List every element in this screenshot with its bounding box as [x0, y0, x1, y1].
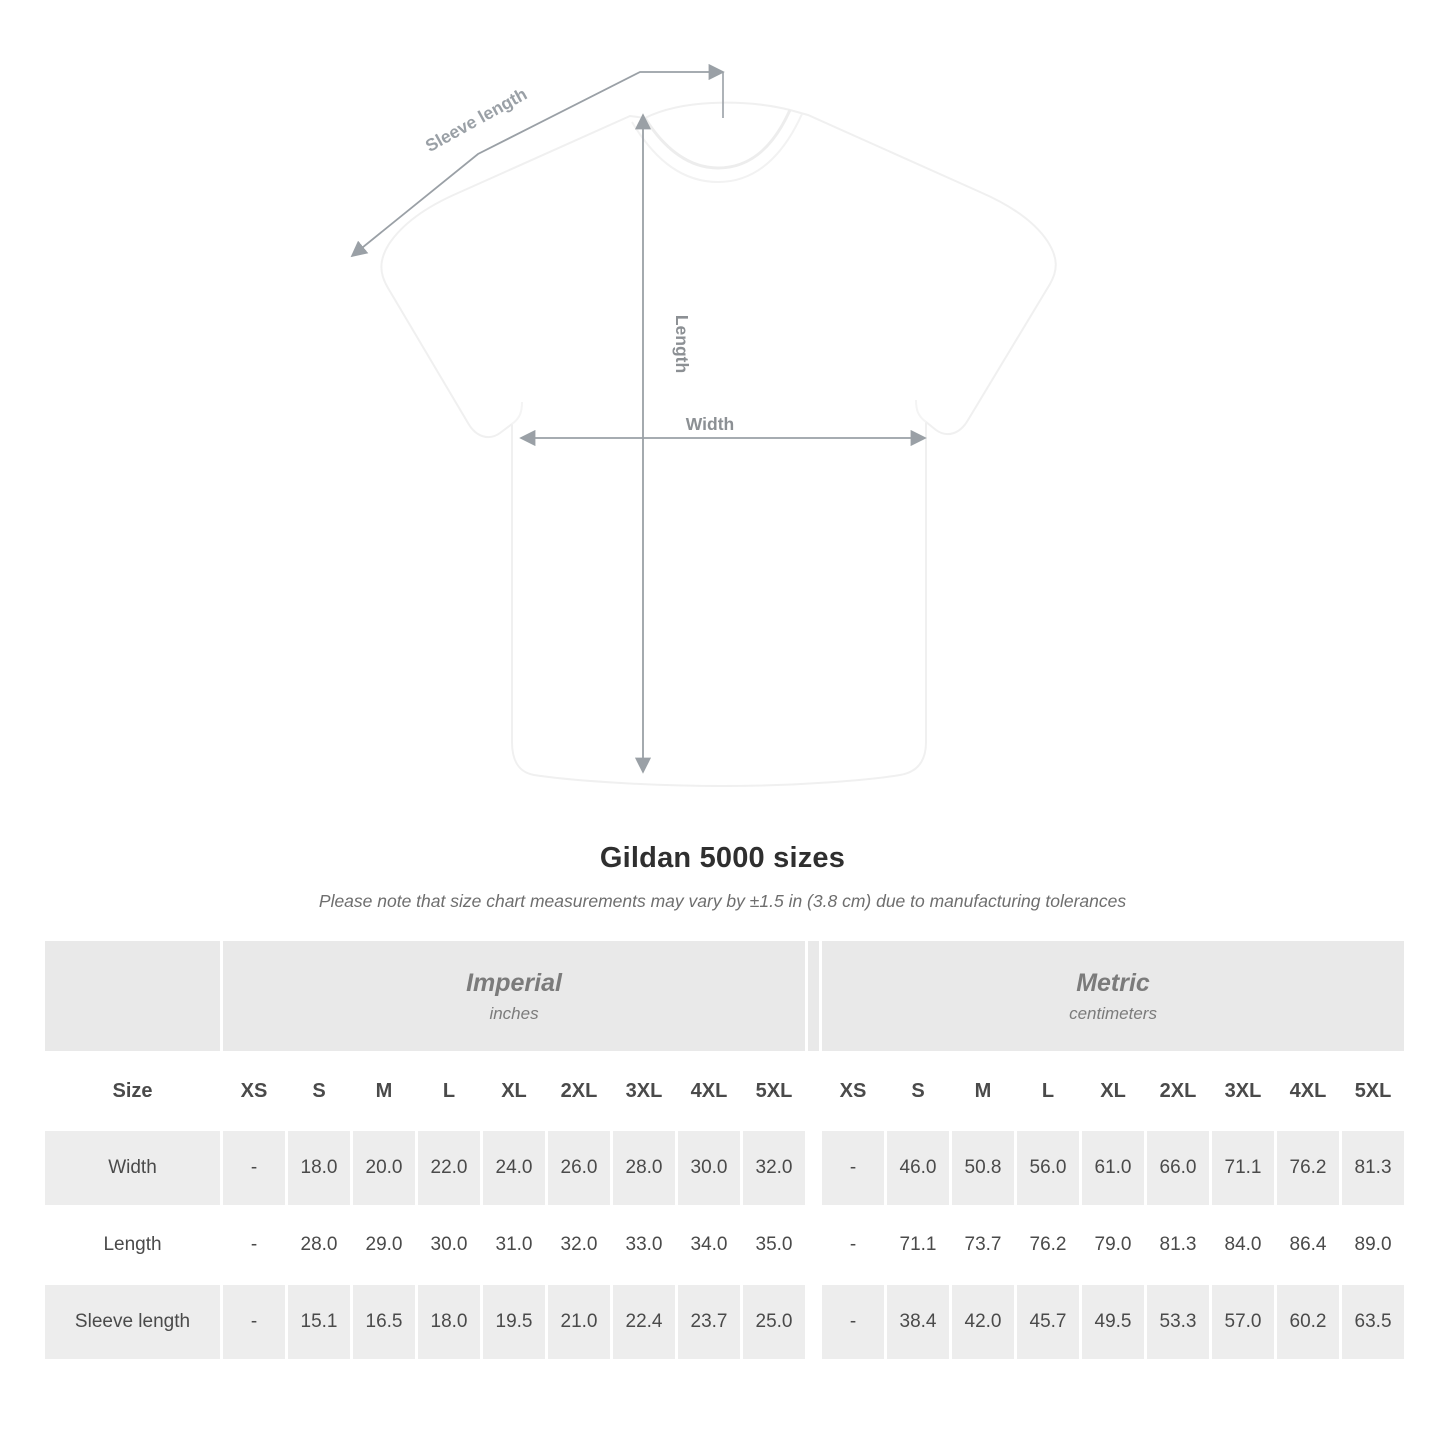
- width-gap: [807, 1130, 821, 1207]
- size-header-imperial-s: S: [287, 1053, 352, 1130]
- size-header-metric-4xl: 4XL: [1276, 1053, 1341, 1130]
- width-imperial-xl: 24.0: [482, 1130, 547, 1207]
- size-header-imperial-2xl: 2XL: [547, 1053, 612, 1130]
- length-metric-xl: 79.0: [1081, 1207, 1146, 1284]
- sleeve-imperial-xs: -: [222, 1284, 287, 1361]
- row-label-length: Length: [44, 1207, 222, 1284]
- tshirt-shape: [381, 103, 1055, 786]
- size-header-metric-2xl: 2XL: [1146, 1053, 1211, 1130]
- sleeve-metric-xs: -: [821, 1284, 886, 1361]
- width-metric-l: 56.0: [1016, 1130, 1081, 1207]
- size-table: [42, 938, 1407, 1362]
- sleeve-metric-5xl: 63.5: [1341, 1284, 1406, 1361]
- sleeve-metric-s: 38.4: [886, 1284, 951, 1361]
- sleeve-imperial-4xl: 23.7: [677, 1284, 742, 1361]
- width-metric-xl: 61.0: [1081, 1130, 1146, 1207]
- size-header-imperial-3xl: 3XL: [612, 1053, 677, 1130]
- sleeve-imperial-m: 16.5: [352, 1284, 417, 1361]
- length-metric-5xl: 89.0: [1341, 1207, 1406, 1284]
- size-header-metric-xl: XL: [1081, 1053, 1146, 1130]
- length-metric-l: 76.2: [1016, 1207, 1081, 1284]
- sleeve-length-label: Sleeve length: [421, 83, 531, 156]
- unit-metric-sub: centimeters: [1069, 1003, 1157, 1023]
- length-metric-2xl: 81.3: [1146, 1207, 1211, 1284]
- size-header-metric-xs: XS: [821, 1053, 886, 1130]
- sleeve-metric-3xl: 57.0: [1211, 1284, 1276, 1361]
- width-metric-4xl: 76.2: [1276, 1130, 1341, 1207]
- width-label: Width: [685, 414, 735, 434]
- length-imperial-4xl: 34.0: [677, 1207, 742, 1284]
- length-imperial-xs: -: [222, 1207, 287, 1284]
- width-imperial-m: 20.0: [352, 1130, 417, 1207]
- sleeve-metric-l: 45.7: [1016, 1284, 1081, 1361]
- width-metric-m: 50.8: [951, 1130, 1016, 1207]
- size-header-imperial-m: M: [352, 1053, 417, 1130]
- tolerance-note: Please note that size chart measurements may vary by ±1.5 in (3.8 cm) due to manufacturing tolerances: [318, 891, 1127, 911]
- table-row: [44, 1284, 1406, 1361]
- unit-header-row: [44, 940, 1406, 1053]
- width-imperial-xs: -: [222, 1130, 287, 1207]
- size-header-imperial-xs: XS: [222, 1053, 287, 1130]
- unit-header-blank: [44, 940, 222, 1053]
- unit-header-imperial: [222, 940, 807, 1053]
- sleeve-imperial-2xl: 21.0: [547, 1284, 612, 1361]
- sleeve-imperial-3xl: 22.4: [612, 1284, 677, 1361]
- length-imperial-3xl: 33.0: [612, 1207, 677, 1284]
- length-metric-3xl: 84.0: [1211, 1207, 1276, 1284]
- size-header-metric-s: S: [886, 1053, 951, 1130]
- width-metric-5xl: 81.3: [1341, 1130, 1406, 1207]
- sleeve-imperial-xl: 19.5: [482, 1284, 547, 1361]
- length-label: Length: [672, 314, 692, 374]
- unit-imperial-name: Imperial: [466, 969, 562, 998]
- width-imperial-2xl: 26.0: [547, 1130, 612, 1207]
- length-metric-xs: -: [821, 1207, 886, 1284]
- width-imperial-3xl: 28.0: [612, 1130, 677, 1207]
- width-imperial-l: 22.0: [417, 1130, 482, 1207]
- sleeve-gap: [807, 1284, 821, 1361]
- table-row: [44, 1130, 1406, 1207]
- table-row: [44, 1207, 1406, 1284]
- length-metric-m: 73.7: [951, 1207, 1016, 1284]
- width-metric-xs: -: [821, 1130, 886, 1207]
- width-metric-2xl: 66.0: [1146, 1130, 1211, 1207]
- row-label-sleeve-length: Sleeve length: [44, 1284, 222, 1361]
- sleeve-imperial-s: 15.1: [287, 1284, 352, 1361]
- unit-metric-name: Metric: [1076, 969, 1150, 998]
- length-imperial-m: 29.0: [352, 1207, 417, 1284]
- length-gap: [807, 1207, 821, 1284]
- length-imperial-l: 30.0: [417, 1207, 482, 1284]
- size-header-imperial-l: L: [417, 1053, 482, 1130]
- length-metric-4xl: 86.4: [1276, 1207, 1341, 1284]
- width-imperial-5xl: 32.0: [742, 1130, 807, 1207]
- length-imperial-2xl: 32.0: [547, 1207, 612, 1284]
- size-header-metric-3xl: 3XL: [1211, 1053, 1276, 1130]
- page-title: Gildan 5000 sizes: [599, 842, 846, 874]
- sleeve-metric-2xl: 53.3: [1146, 1284, 1211, 1361]
- length-metric-s: 71.1: [886, 1207, 951, 1284]
- size-header-imperial-xl: XL: [482, 1053, 547, 1130]
- unit-header-gap: [807, 940, 821, 1053]
- sleeve-imperial-5xl: 25.0: [742, 1284, 807, 1361]
- size-header-row: [44, 1053, 1406, 1130]
- sleeve-metric-m: 42.0: [951, 1284, 1016, 1361]
- sleeve-metric-4xl: 60.2: [1276, 1284, 1341, 1361]
- width-metric-s: 46.0: [886, 1130, 951, 1207]
- length-imperial-5xl: 35.0: [742, 1207, 807, 1284]
- row-label-width: Width: [44, 1130, 222, 1207]
- width-metric-3xl: 71.1: [1211, 1130, 1276, 1207]
- width-imperial-4xl: 30.0: [677, 1130, 742, 1207]
- chart-heading: [0, 842, 1445, 912]
- length-imperial-s: 28.0: [287, 1207, 352, 1284]
- size-header-metric-m: M: [951, 1053, 1016, 1130]
- unit-imperial-sub: inches: [489, 1003, 539, 1023]
- width-imperial-s: 18.0: [287, 1130, 352, 1207]
- size-header-imperial-5xl: 5XL: [742, 1053, 807, 1130]
- length-imperial-xl: 31.0: [482, 1207, 547, 1284]
- sleeve-imperial-l: 18.0: [417, 1284, 482, 1361]
- size-table-wrap: [42, 938, 1403, 1362]
- size-header-label: Size: [44, 1053, 222, 1130]
- sleeve-metric-xl: 49.5: [1081, 1284, 1146, 1361]
- size-header-gap: [807, 1053, 821, 1130]
- size-header-imperial-4xl: 4XL: [677, 1053, 742, 1130]
- unit-header-metric: [821, 940, 1406, 1053]
- size-header-metric-5xl: 5XL: [1341, 1053, 1406, 1130]
- size-header-metric-l: L: [1016, 1053, 1081, 1130]
